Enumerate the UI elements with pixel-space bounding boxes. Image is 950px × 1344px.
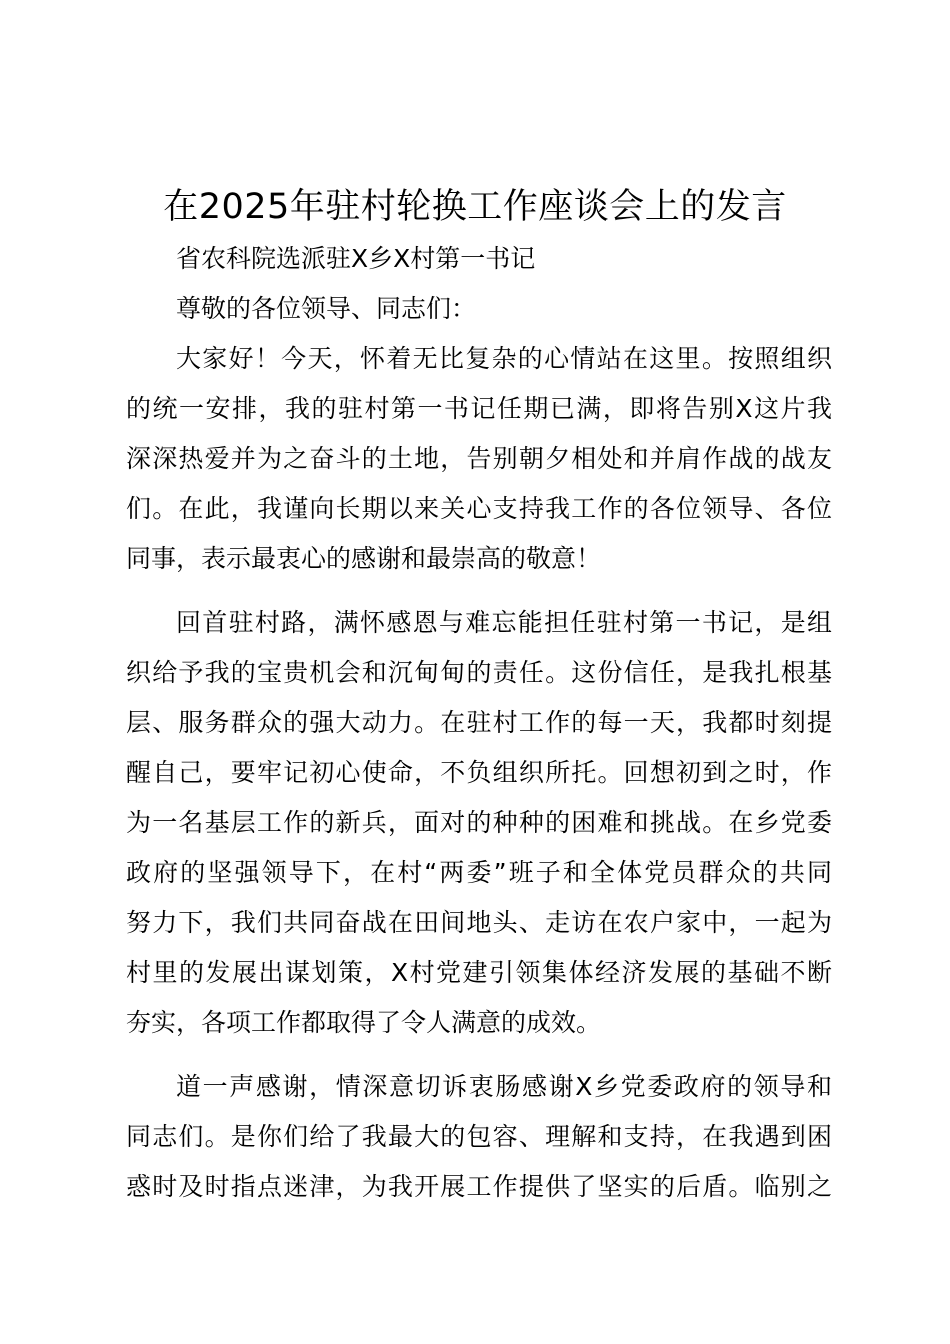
paragraph-3 (126, 1062, 832, 1212)
paragraph-line: 回首驻村路，满怀感恩与难忘能担任驻村第一书记，是组 (176, 608, 832, 637)
paragraph-line: 醒自己，要牢记初心使命，不负组织所托。回想初到之时，作 (126, 758, 832, 787)
paragraph-line: 同志们。是你们给了我最大的包容、理解和支持，在我遇到困 (126, 1122, 832, 1151)
paragraph-line: 惑时及时指点迷津，为我开展工作提供了坚实的后盾。临别之 (126, 1172, 832, 1201)
paragraph-line: 们。在此，我谨向长期以来关心支持我工作的各位领导、各位 (126, 494, 832, 523)
paragraph-line: 为一名基层工作的新兵，面对的种种的困难和挑战。在乡党委 (126, 808, 832, 837)
paragraph-2 (126, 598, 832, 1048)
paragraph-line: 大家好！今天，怀着无比复杂的心情站在这里。按照组织 (176, 344, 832, 373)
paragraph-line: 层、服务群众的强大动力。在驻村工作的每一天，我都时刻提 (126, 708, 832, 737)
paragraph-spacer (126, 584, 832, 598)
paragraph-1 (126, 334, 832, 584)
salutation: 尊敬的各位领导、同志们： (176, 294, 477, 323)
paragraph-line: 夯实，各项工作都取得了令人满意的成效。 (126, 1008, 602, 1037)
paragraph-spacer (126, 1048, 832, 1062)
document-body (126, 234, 832, 1212)
paragraph-line: 道一声感谢，情深意切诉衷肠感谢X乡党委政府的领导和 (176, 1072, 832, 1101)
document-title: 在2025年驻村轮换工作座谈会上的发言 (163, 187, 787, 227)
paragraph-line: 政府的坚强领导下，在村“两委”班子和全体党员群众的共同 (126, 858, 832, 887)
paragraph-line: 织给予我的宝贵机会和沉甸甸的责任。这份信任，是我扎根基 (126, 658, 832, 687)
byline: 省农科院选派驻X乡X村第一书记 (176, 244, 536, 273)
paragraph-line: 努力下，我们共同奋战在田间地头、走访在农户家中，一起为 (126, 908, 832, 937)
paragraph-line: 深深热爱并为之奋斗的土地，告别朝夕相处和并肩作战的战友 (126, 444, 832, 473)
paragraph-line: 同事，表示最衷心的感谢和最崇高的敬意！ (126, 544, 602, 573)
paragraph-line: 的统一安排，我的驻村第一书记任期已满，即将告别X这片我 (126, 394, 832, 423)
paragraph-line: 村里的发展出谋划策，X村党建引领集体经济发展的基础不断 (126, 958, 832, 987)
